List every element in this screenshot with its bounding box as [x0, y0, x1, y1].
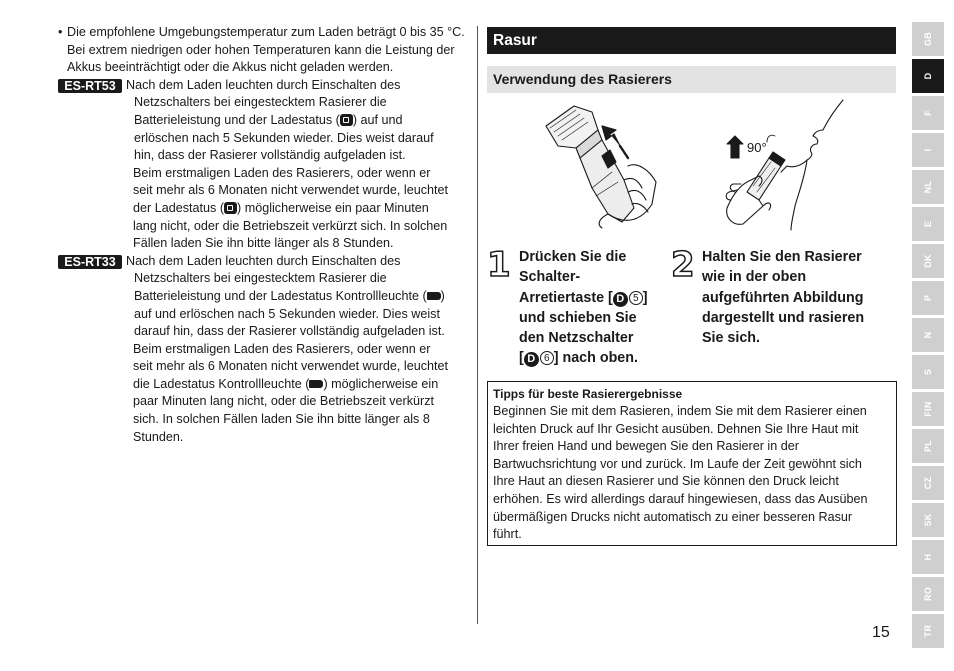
language-tab-tr[interactable]: TR	[912, 614, 944, 648]
page-number: 15	[872, 624, 890, 641]
illustration-shaving-90-degree	[707, 96, 853, 232]
text-line: Bartwuchsrichtung vor und zurück. Im Laufe der Zeit gewöhnt sich	[493, 456, 862, 471]
language-tab-d[interactable]: D	[912, 59, 944, 93]
text-line: Sie sich.	[702, 330, 761, 347]
text-line: Ihrer freien Hand und bewegen Sie den Rasierer in der	[493, 439, 799, 454]
text-line: und schieben Sie	[519, 309, 637, 326]
circled-number-icon: 6	[540, 351, 554, 365]
d-reference-icon: D	[613, 292, 628, 307]
language-tab-dk[interactable]: DK	[912, 244, 944, 278]
left-column	[58, 24, 470, 446]
text-line: die Ladestatus Kontrollleuchte ( ) möglicherweise ein	[133, 376, 439, 391]
language-tab-nl[interactable]: NL	[912, 170, 944, 204]
d-reference-icon: D	[524, 352, 539, 367]
language-tab-sk[interactable]: SK	[912, 503, 944, 537]
step-number-2: 2	[671, 245, 695, 285]
text-line: Beim erstmaligen Laden des Rasierers, oder wenn er	[133, 165, 431, 180]
text-line: darauf hin, dass der Rasierer vollständig aufgeladen ist.	[134, 324, 445, 339]
charging-lamp-icon	[427, 292, 441, 300]
language-tab-f[interactable]: F	[912, 96, 944, 130]
language-tab-p[interactable]: P	[912, 281, 944, 315]
text-line: Drücken Sie die	[519, 249, 627, 265]
text-line: Stunden.	[133, 429, 184, 444]
tips-title: Tipps für beste Rasierergebnisse	[493, 387, 683, 401]
text-line: Halten Sie den Rasierer	[702, 249, 862, 265]
text-line: wie in der oben	[702, 269, 807, 286]
text-line: lang nicht, oder die Betriebszeit verkürzt sich. In solchen	[133, 218, 448, 233]
text-line: Beginnen Sie mit dem Rasieren, indem Sie mit dem Rasierer einen	[493, 404, 867, 418]
text-line: seit mehr als 6 Monaten nicht verwendet wurde, leuchtet	[133, 183, 449, 198]
text-line: sich. In solchen Fällen laden Sie ihn bitte länger als 8	[133, 412, 430, 427]
model-es-rt33	[58, 253, 470, 447]
text-line: aufgeführten Abbildung	[702, 289, 864, 306]
language-tab-e[interactable]: E	[912, 207, 944, 241]
text-line: führt.	[493, 527, 522, 542]
text-line: erhöhen. Es wird allerdings darauf hingewiesen, dass das Ausüben	[493, 491, 868, 506]
text-line: Fällen laden Sie ihn bitte länger als 8 Stunden.	[133, 236, 394, 251]
text-line: erlöschen nach 5 Sekunden wieder. Dies weist darauf	[134, 130, 434, 145]
charge-status-icon	[340, 114, 353, 126]
text-line: der Ladestatus ( ) möglicherweise ein paar Minuten	[133, 200, 429, 215]
text-line: leichten Druck auf Ihr Gesicht ausüben. Dehnen Sie Ihre Haut mit	[493, 421, 859, 436]
text-line: Nach dem Laden leuchten durch Einschalten des	[126, 253, 401, 268]
text-line: paar Minuten lang nicht, oder die Betriebszeit verkürzt	[133, 394, 435, 409]
language-tab-gb[interactable]: GB	[912, 22, 944, 56]
step-2-text	[702, 247, 898, 348]
angle-label: 90°	[747, 140, 767, 155]
language-tab-fin[interactable]: FIN	[912, 392, 944, 426]
charging-lamp-icon	[309, 380, 323, 388]
text-line: Netzschalters bei eingestecktem Rasierer die	[134, 95, 387, 110]
text-line: Nach dem Laden leuchten durch Einschalten des	[126, 77, 401, 92]
text-line: Batterieleistung und der Ladestatus ( ) auf und	[134, 112, 403, 127]
step-1-text	[519, 247, 669, 369]
text-line: hin, dass der Rasierer vollständig aufgeladen ist.	[134, 148, 406, 163]
language-tab-h[interactable]: H	[912, 540, 944, 574]
tips-box	[487, 381, 897, 546]
bullet-temperature	[58, 24, 470, 77]
language-tab-cz[interactable]: CZ	[912, 466, 944, 500]
text-line: Ihre Haut an diesen Rasierer und Sie können den Druck leicht	[493, 474, 839, 489]
charge-status-icon	[224, 202, 237, 214]
column-divider	[477, 26, 478, 624]
language-tab-n[interactable]: N	[912, 318, 944, 352]
text-line: dargestellt und rasieren	[702, 309, 865, 326]
text-line: Schalter-	[519, 269, 581, 286]
language-tab-s[interactable]: S	[912, 355, 944, 389]
text-line: Beim erstmaligen Laden des Rasierers, oder wenn er	[133, 341, 431, 356]
text-line: Die empfohlene Umgebungstemperatur zum Laden beträgt 0 bis 35 °C.	[67, 25, 465, 39]
text-line: übermäßigen Drucks nicht automatisch zu einer besseren Rasur	[493, 509, 853, 524]
text-line: auf und erlöschen nach 5 Sekunden wieder. Dies weist	[134, 306, 440, 321]
text-line: Netzschalters bei eingestecktem Rasierer die	[134, 271, 387, 286]
model-badge-rt53: ES-RT53	[58, 79, 122, 93]
language-tab-i[interactable]: I	[912, 133, 944, 167]
circled-number-icon: 5	[629, 291, 643, 305]
text-line: Arretiertaste [ D 5 ]	[519, 289, 648, 306]
language-sidebar	[912, 22, 944, 651]
subsection-title: Verwendung des Rasierers	[487, 66, 896, 93]
text-line: den Netzschalter	[519, 330, 634, 347]
step-number-1: 1	[487, 245, 511, 285]
language-tab-pl[interactable]: PL	[912, 429, 944, 463]
language-tab-ro[interactable]: RO	[912, 577, 944, 611]
text-line: [ D 6 ] nach oben.	[519, 350, 638, 367]
section-title: Rasur	[487, 27, 896, 54]
text-line: Batterieleistung und der Ladestatus Kontrollleuchte ( )	[134, 288, 445, 303]
illustration-switch-unlock	[536, 96, 662, 232]
text-line: seit mehr als 6 Monaten nicht verwendet wurde, leuchtet	[133, 359, 449, 374]
bullet-symbol: •	[58, 25, 63, 39]
text-line: Akkus beeinträchtigt oder die Akkus nicht geladen werden.	[67, 60, 394, 75]
model-es-rt53	[58, 77, 470, 253]
text-line: Bei extrem niedrigen oder hohen Temperaturen kann die Leistung der	[67, 42, 455, 57]
model-badge-rt33: ES-RT33	[58, 255, 122, 269]
